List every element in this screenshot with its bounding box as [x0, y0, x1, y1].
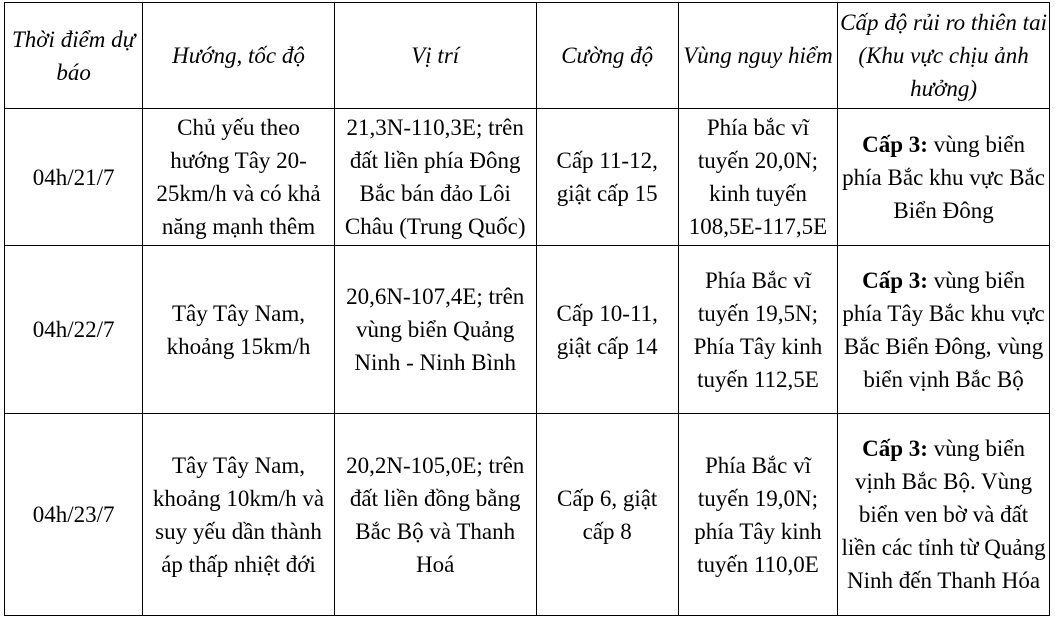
table-row — [5, 109, 1050, 246]
cell-position: 21,3N-110,3E; trên đất liền phía Đông Bắc bán đảo Lôi Châu (Trung Quốc) — [334, 109, 536, 246]
table-row — [5, 414, 1050, 616]
risk-area-text: vùng biển vịnh Bắc Bộ. Vùng biển ven bờ và đất liền các tỉnh từ Quảng Ninh đến Thanh Hóa — [841, 436, 1046, 593]
cell-danger-zone: Phía Bắc vĩ tuyến 19,5N; Phía Tây kinh tuyến 112,5E — [678, 246, 837, 414]
cell-direction: Tây Tây Nam, khoảng 10km/h và suy yếu dần thành áp thấp nhiệt đới — [143, 414, 335, 616]
cell-risk — [838, 246, 1050, 414]
cell-time: 04h/23/7 — [5, 414, 143, 616]
cell-intensity: Cấp 11-12, giật cấp 15 — [536, 109, 678, 246]
header-risk-level: Cấp độ rủi ro thiên tai (Khu vực chịu ảnh hưởng) — [838, 3, 1050, 109]
cell-direction: Tây Tây Nam, khoảng 15km/h — [143, 246, 335, 414]
cell-time: 04h/21/7 — [5, 109, 143, 246]
risk-area-text: vùng biển phía Bắc khu vực Bắc Biển Đông — [842, 131, 1045, 223]
cell-intensity: Cấp 10-11, giật cấp 14 — [536, 246, 678, 414]
cell-danger-zone: Phía bắc vĩ tuyến 20,0N; kinh tuyến 108,5E-117,5E — [678, 109, 837, 246]
cell-danger-zone: Phía Bắc vĩ tuyến 19,0N; phía Tây kinh tuyến 110,0E — [678, 414, 837, 616]
header-danger-zone: Vùng nguy hiểm — [678, 3, 837, 109]
risk-area-text: vùng biển phía Tây Bắc khu vực Bắc Biển Đông, vùng biển vịnh Bắc Bộ — [842, 267, 1045, 392]
header-intensity: Cường độ — [536, 3, 678, 109]
risk-level-label: Cấp 3: — [862, 267, 928, 293]
cell-position: 20,2N-105,0E; trên đất liền đồng bằng Bắc Bộ và Thanh Hoá — [334, 414, 536, 616]
cell-position: 20,6N-107,4E; trên vùng biển Quảng Ninh - Ninh Bình — [334, 246, 536, 414]
cell-intensity: Cấp 6, giật cấp 8 — [536, 414, 678, 616]
header-direction-speed: Hướng, tốc độ — [143, 3, 335, 109]
header-forecast-time: Thời điểm dự báo — [5, 3, 143, 109]
cell-risk — [838, 414, 1050, 616]
cell-time: 04h/22/7 — [5, 246, 143, 414]
cell-risk — [838, 109, 1050, 246]
table-row — [5, 246, 1050, 414]
risk-level-label: Cấp 3: — [862, 131, 928, 157]
cell-direction: Chủ yếu theo hướng Tây 20-25km/h và có khả năng mạnh thêm — [143, 109, 335, 246]
storm-forecast-table — [4, 2, 1050, 616]
risk-level-label: Cấp 3: — [862, 436, 928, 461]
table-header-row — [5, 3, 1050, 109]
header-position: Vị trí — [334, 3, 536, 109]
